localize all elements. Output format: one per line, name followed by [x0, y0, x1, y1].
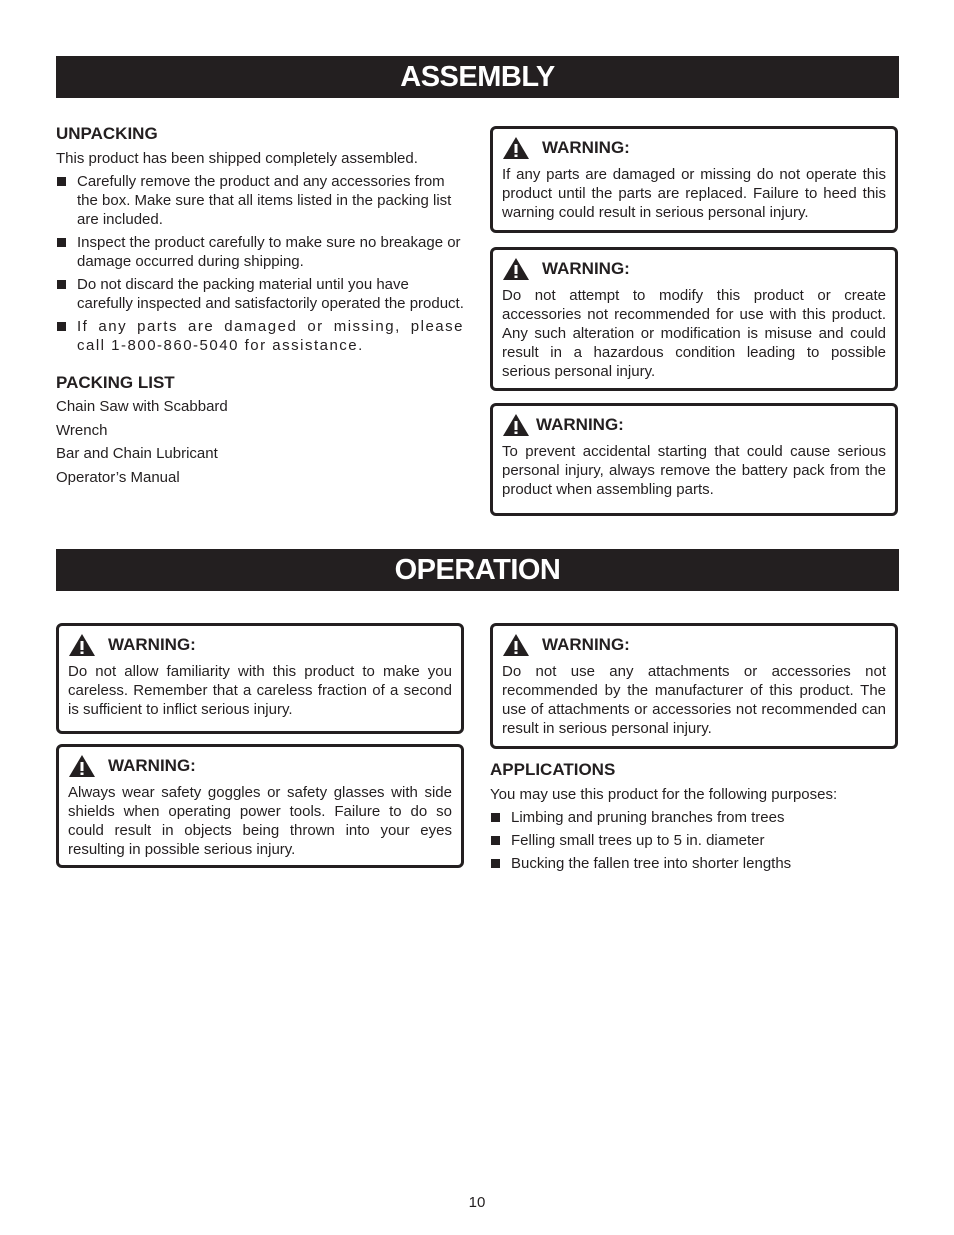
warning-triangle-icon [502, 136, 530, 160]
warning-header [502, 634, 886, 656]
warning-label: WARNING: [542, 138, 630, 157]
warning-label: WARNING: [108, 635, 196, 654]
operation-banner [56, 549, 899, 591]
warning-triangle-icon [502, 413, 530, 437]
page-number: 10 [468, 1194, 486, 1211]
warning-label: WARNING: [542, 635, 630, 654]
list-item: Felling small trees up to 5 in. diameter [490, 831, 898, 850]
warning-text: Do not attempt to modify this product or create accessories not recommended for use with this product. Any such alteration or modification is misuse and could result in a hazardous condition leading to possible serious personal injury. [502, 287, 886, 380]
warning-box [56, 623, 464, 734]
packing-list [56, 395, 464, 489]
warning-label: WARNING: [108, 756, 196, 775]
warning-text: Always wear safety goggles or safety glasses with side shields when operating power tools. Failure to do so could result in objects being thrown into your eyes resulting in possible serious injury. [68, 784, 452, 858]
list-item: Inspect the product carefully to make sure no breakage or damage occurred during shipping. [56, 233, 464, 271]
warning-header [68, 755, 452, 777]
applications-intro: You may use this product for the following purposes: [490, 786, 838, 803]
list-item: Operator’s Manual [56, 468, 180, 486]
applications-heading: APPLICATIONS [490, 760, 616, 779]
list-item: Wrench [56, 421, 108, 439]
warning-header [68, 634, 452, 656]
warning-header [502, 258, 886, 280]
warning-box [490, 126, 898, 233]
operation-title: OPERATION [394, 554, 561, 586]
warning-label: WARNING: [542, 259, 630, 278]
warning-triangle-icon [68, 633, 96, 657]
warning-triangle-icon [502, 633, 530, 657]
list-item: Chain Saw with Scabbard [56, 398, 228, 415]
warning-label: WARNING: [536, 415, 624, 434]
warning-triangle-icon [68, 754, 96, 778]
unpacking-list [56, 172, 464, 355]
applications-section [490, 760, 898, 873]
assembly-left-column [56, 124, 464, 489]
warning-box [490, 403, 898, 516]
list-item: Bucking the fallen tree into shorter lengths [490, 854, 898, 873]
assembly-banner [56, 56, 899, 98]
warning-header [502, 137, 886, 159]
packing-list-heading: PACKING LIST [56, 373, 175, 392]
list-item: If any parts are damaged or missing, please call 1-800-860-5040 for assistance. [56, 317, 464, 355]
list-item: Carefully remove the product and any accessories from the box. Make sure that all items listed in the packing list are included. [56, 172, 464, 229]
list-item: Limbing and pruning branches from trees [490, 808, 898, 827]
assembly-title: ASSEMBLY [400, 61, 555, 93]
warning-text: Do not allow familiarity with this product to make you careless. Remember that a careless fraction of a second is sufficient to inflict serious injury. [68, 663, 452, 718]
warning-box [490, 623, 898, 749]
list-item: Bar and Chain Lubricant [56, 445, 218, 462]
list-item: Do not discard the packing material until you have carefully inspected and satisfactorily operated the product. [56, 275, 464, 313]
warning-box [56, 744, 464, 868]
warning-box [490, 247, 898, 391]
warning-text: To prevent accidental starting that could cause serious personal injury, always remove the battery pack from the product when assembling parts. [502, 443, 886, 498]
warning-text: If any parts are damaged or missing do not operate this product until the parts are replaced. Failure to heed this warning could result in serious personal injury. [502, 166, 886, 221]
warning-header [502, 414, 886, 436]
warning-triangle-icon [502, 257, 530, 281]
applications-list [490, 808, 898, 873]
warning-text: Do not use any attachments or accessories not recommended by the manufacturer of this product. The use of attachments or accessories not recommended can result in serious personal injury. [502, 663, 886, 737]
unpacking-heading: UNPACKING [56, 124, 158, 143]
unpacking-intro: This product has been shipped completely assembled. [56, 150, 418, 167]
